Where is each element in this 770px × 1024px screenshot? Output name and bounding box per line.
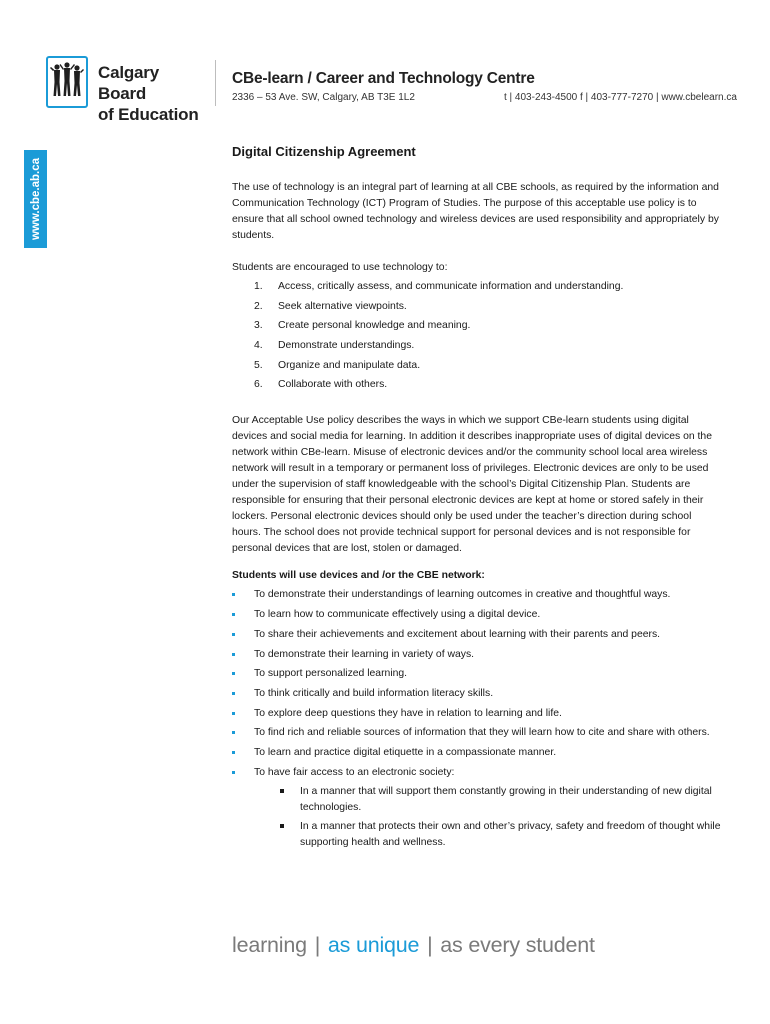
footer-tagline <box>232 933 595 958</box>
list-item: To think critically and build information literacy skills. <box>232 686 722 702</box>
devices-heading: Students will use devices and /or the CBE network: <box>232 570 485 582</box>
tagline-part1: learning <box>232 933 307 957</box>
tagline-part3: as every student <box>440 933 595 957</box>
bullet-list <box>232 587 722 851</box>
square-bullet-icon <box>232 593 235 596</box>
header-divider <box>215 60 216 106</box>
numbered-item: 3. Create personal knowledge and meaning. <box>254 320 471 332</box>
centre-address: 2336 – 53 Ave. SW, Calgary, AB T3E 1L2 <box>232 92 415 103</box>
list-item: To learn and practice digital etiquette in a compassionate manner. <box>232 745 722 761</box>
sub-list-item: In a manner that protects their own and other’s privacy, safety and freedom of thought while supporting health and wellness. <box>254 819 722 851</box>
students-figures-icon <box>48 58 86 106</box>
list-intro: Students are encouraged to use technology to: <box>232 262 448 273</box>
square-bullet-icon <box>280 789 284 793</box>
side-url-tab[interactable] <box>24 150 47 248</box>
square-bullet-icon <box>232 672 235 675</box>
numbered-item: 1. Access, critically assess, and communicate information and understanding. <box>254 281 624 292</box>
centre-name: CBe-learn / Career and Technology Centre <box>232 70 535 87</box>
square-bullet-icon <box>232 771 235 774</box>
sub-bullet-list <box>254 784 722 852</box>
square-bullet-icon <box>232 613 235 616</box>
org-name <box>98 62 208 125</box>
list-item: To demonstrate their understandings of learning outcomes in creative and thoughtful ways. <box>232 587 722 603</box>
document-title: Digital Citizenship Agreement <box>232 144 416 159</box>
intro-paragraph: The use of technology is an integral part of learning at all CBE schools, as required by the information and Communication Technology (ICT) Program of Studies. The purpose of this acceptable use policy is to ensure that all school owned technology and wireless devices are used responsibility and appropriately by students. <box>232 182 719 241</box>
org-name-line2: of Education <box>98 105 199 124</box>
list-item: To support personalized learning. <box>232 666 722 682</box>
square-bullet-icon <box>232 712 235 715</box>
cbe-logo <box>46 56 88 108</box>
list-item: To learn how to communicate effectively using a digital device. <box>232 607 722 623</box>
tagline-separator: | <box>427 933 433 957</box>
numbered-list <box>232 279 722 393</box>
square-bullet-icon <box>232 751 235 754</box>
document-body <box>232 143 722 855</box>
list-item: To have fair access to an electronic society: In a manner that will support them constantly growing in their understanding of new digital technologies. In a manner that protects their own and other’s privacy, safety and freedom of thought while supporting health and wellness. <box>232 765 722 852</box>
square-bullet-icon <box>232 633 235 636</box>
square-bullet-icon <box>232 653 235 656</box>
org-name-line1: Calgary Board <box>98 63 159 103</box>
square-bullet-icon <box>280 824 284 828</box>
numbered-item: 5. Organize and manipulate data. <box>254 359 421 371</box>
side-url-text[interactable]: www.cbe.ab.ca <box>29 157 42 241</box>
list-item: To share their achievements and excitement about learning with their parents and peers. <box>232 627 722 643</box>
numbered-item: 4. Demonstrate understandings. <box>254 340 415 352</box>
sub-list-item: In a manner that will support them constantly growing in their understanding of new digital technologies. <box>254 784 722 816</box>
square-bullet-icon <box>232 692 235 695</box>
policy-paragraph: Our Acceptable Use policy describes the ways in which we support CBe-learn students using digital devices and social media for learning. In addition it describes inappropriate uses of digital devices on the network within CBe-learn. Misuse of electronic devices and/or the community school local area wireless network will result in a temporary or permanent loss of privileges. Electronic devices are only to be used under the supervision of staff knowledgeable with the school’s Digital Citizenship Plan. Students are responsible for ensuring that their personal electronic devices are kept at home or stored safely in their lockers. Personal electronic devices should only be used under the teacher’s direction during school hours. The school does not provide technical support for personal devices and is not responsible for personal devices that are lost, stolen or damaged. <box>232 415 712 555</box>
centre-contact[interactable]: t | 403-243-4500 f | 403-777-7270 | www.cbelearn.ca <box>504 92 737 103</box>
square-bullet-icon <box>232 731 235 734</box>
list-item: To demonstrate their learning in variety of ways. <box>232 647 722 663</box>
list-item: To find rich and reliable sources of information that they will learn how to cite and share with others. <box>232 725 722 741</box>
tagline-part2: as unique <box>327 933 420 957</box>
numbered-item: 6. Collaborate with others. <box>254 379 388 391</box>
tagline-separator: | <box>314 933 321 957</box>
numbered-item: 2. Seek alternative viewpoints. <box>254 300 407 312</box>
list-item: To explore deep questions they have in relation to learning and life. <box>232 706 722 722</box>
